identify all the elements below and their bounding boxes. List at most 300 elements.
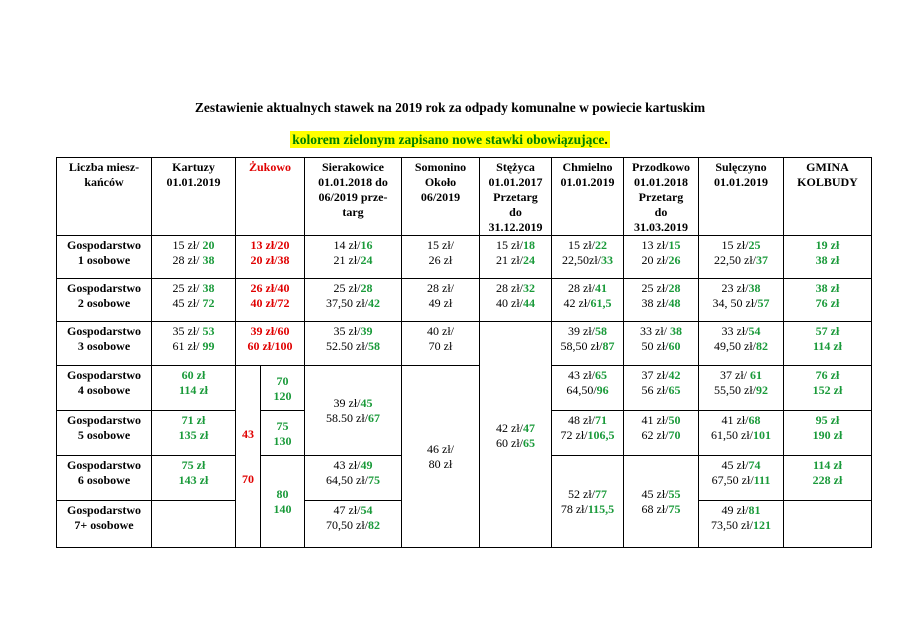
cell-line bbox=[553, 253, 622, 268]
cell-line: 28 zł/ bbox=[427, 281, 454, 296]
old-rate: 48 zł/ bbox=[568, 412, 595, 427]
cell-line bbox=[153, 238, 234, 253]
cell-line: Stężyca bbox=[496, 160, 535, 174]
old-rate: 62 zł/ bbox=[641, 427, 669, 442]
note-period: . bbox=[604, 132, 608, 147]
przodkowo-cell bbox=[624, 236, 699, 279]
old-rate: 49 zł/ bbox=[721, 502, 749, 517]
old-rate: 21 zł/ bbox=[333, 253, 361, 268]
old-rate: 42 zł/ bbox=[563, 296, 591, 311]
cell-line: 49 zł bbox=[428, 296, 453, 311]
cell-line: 6 osobowe bbox=[77, 472, 131, 487]
sierakowice-cell bbox=[305, 500, 402, 547]
cell-line bbox=[625, 413, 697, 428]
new-rate: 60 bbox=[668, 339, 681, 354]
new-rate: 60 bbox=[277, 324, 290, 339]
old-rate: 58.50 zł/ bbox=[326, 411, 368, 426]
cell-line bbox=[553, 413, 622, 428]
kolbudy-cell-empty bbox=[784, 500, 872, 547]
cell-line: 01.01.2017 bbox=[488, 175, 543, 189]
new-rate: 45 bbox=[360, 396, 373, 411]
cell-line: Sulęczyno bbox=[715, 160, 767, 174]
somonino-cell bbox=[402, 236, 480, 279]
zukowo-new-cell bbox=[261, 365, 305, 410]
header-kartuzy bbox=[152, 158, 236, 236]
cell-line bbox=[306, 411, 400, 426]
new-rate: 50 bbox=[668, 412, 681, 427]
cell-line bbox=[700, 473, 782, 488]
old-rate: 60 zł/ bbox=[496, 435, 523, 450]
old-rate: 38 zł/ bbox=[641, 296, 669, 311]
cell-line: Somonino bbox=[414, 160, 467, 174]
somonino-cell bbox=[402, 279, 480, 322]
kartuzy-cell bbox=[152, 236, 236, 279]
cell-line: GMINA bbox=[806, 160, 849, 174]
chmielno-cell bbox=[552, 236, 624, 279]
cell-line: 114 zł bbox=[179, 382, 208, 397]
cell-line bbox=[700, 296, 782, 311]
cell-line: 38 zł bbox=[815, 253, 840, 268]
cell-line bbox=[306, 458, 400, 473]
new-rate: 57 bbox=[757, 296, 770, 311]
cell-line: 38 zł bbox=[815, 281, 840, 296]
cell-line bbox=[306, 503, 400, 518]
new-rate: 28 bbox=[668, 281, 681, 296]
cell-line bbox=[553, 281, 622, 296]
cell-line bbox=[553, 383, 622, 398]
cell-line bbox=[625, 383, 697, 398]
cell-line: 140 bbox=[273, 502, 292, 517]
zukowo-cell bbox=[236, 279, 305, 322]
kolbudy-cell bbox=[784, 455, 872, 500]
old-rate: 13 zł/ bbox=[641, 238, 669, 253]
new-rate: 71 bbox=[595, 412, 607, 427]
old-rate: 23 zł/ bbox=[721, 281, 749, 296]
new-rate: 111 bbox=[753, 472, 771, 487]
cell-line: Żukowo bbox=[248, 160, 292, 174]
zukowo-cell bbox=[236, 322, 305, 365]
cell-line: 135 zł bbox=[178, 427, 209, 442]
old-rate: 50 zł/ bbox=[641, 339, 669, 354]
cell-line: Około bbox=[424, 175, 457, 189]
new-rate: 54 bbox=[748, 324, 761, 339]
cell-line bbox=[553, 238, 622, 253]
kartuzy-cell bbox=[152, 410, 236, 455]
chmielno-merged-cell bbox=[552, 455, 624, 547]
chmielno-cell bbox=[552, 410, 624, 455]
cell-line: 71 zł bbox=[181, 412, 206, 427]
suleczyno-cell bbox=[699, 500, 784, 547]
cell-line bbox=[553, 368, 622, 383]
cell-line bbox=[481, 238, 550, 253]
cell-line bbox=[700, 253, 782, 268]
cell-line: 190 zł bbox=[812, 427, 843, 442]
new-rate: 68 bbox=[748, 412, 761, 427]
header-suleczyno bbox=[699, 158, 784, 236]
header-row bbox=[57, 158, 872, 236]
new-rate: 22 bbox=[595, 238, 607, 253]
cell-line: 40 zł/ bbox=[427, 324, 454, 339]
new-rate: 75 bbox=[668, 502, 681, 517]
stezyca-cell bbox=[480, 236, 552, 279]
cell-line: KOLBUDY bbox=[797, 175, 858, 189]
old-rate: 22,50 zł/ bbox=[714, 253, 756, 268]
cell-line bbox=[481, 253, 550, 268]
row-label bbox=[57, 500, 152, 547]
cell-line: Gospodarstwo bbox=[66, 324, 141, 339]
old-rate: 52.50 zł/ bbox=[326, 339, 368, 354]
cell-line: Liczba miesz- bbox=[68, 160, 140, 174]
cell-line bbox=[306, 253, 400, 268]
suleczyno-cell bbox=[699, 410, 784, 455]
old-rate: 60 zł/ bbox=[247, 339, 275, 354]
old-rate: 35 zł/ bbox=[172, 324, 203, 339]
cell-line bbox=[306, 339, 400, 354]
new-rate: 61 bbox=[750, 367, 762, 382]
kolbudy-cell bbox=[784, 410, 872, 455]
cell-line bbox=[700, 503, 782, 518]
chmielno-cell bbox=[552, 365, 624, 410]
cell-line: 46 zł/ bbox=[427, 442, 454, 457]
old-rate: 45 zł/ bbox=[721, 457, 749, 472]
header-residents bbox=[57, 158, 152, 236]
new-rate: 39 bbox=[360, 324, 373, 339]
cell-line: Przodkowo bbox=[632, 160, 690, 174]
cell-line: 75 zł bbox=[181, 457, 206, 472]
old-rate: 33 zł/ bbox=[640, 324, 670, 339]
suleczyno-cell bbox=[699, 279, 784, 322]
cell-line: 01.01.2018 bbox=[634, 175, 688, 189]
kartuzy-cell bbox=[152, 455, 236, 500]
old-rate: 28 zł/ bbox=[568, 281, 595, 296]
cell-line bbox=[700, 383, 782, 398]
kartuzy-cell bbox=[152, 322, 236, 365]
kolbudy-cell bbox=[784, 279, 872, 322]
header-zukowo bbox=[236, 158, 305, 236]
cell-line bbox=[700, 339, 782, 354]
cell-line: 06/2019 bbox=[420, 190, 461, 204]
new-rate: 87 bbox=[602, 339, 615, 354]
sierakowice-cell bbox=[305, 236, 402, 279]
old-rate: 43 zł/ bbox=[333, 457, 361, 472]
header-stezyca bbox=[480, 158, 552, 236]
new-rate: 49 bbox=[360, 457, 373, 472]
chmielno-cell bbox=[552, 279, 624, 322]
old-rate: 15 zł/ bbox=[568, 238, 595, 253]
cell-line bbox=[237, 281, 303, 296]
table-row bbox=[57, 322, 872, 365]
przodkowo-cell bbox=[624, 410, 699, 455]
old-rate: 52 zł/ bbox=[568, 487, 595, 502]
old-rate: 35 zł/ bbox=[333, 324, 361, 339]
old-rate: 25 zł/ bbox=[641, 281, 669, 296]
old-rate: 43 zł/ bbox=[568, 367, 595, 382]
new-rate: 42 bbox=[368, 296, 380, 311]
cell-line: 130 bbox=[273, 433, 292, 448]
cell-line bbox=[625, 281, 697, 296]
cell-line bbox=[306, 324, 400, 339]
kartuzy-cell bbox=[152, 279, 236, 322]
cell-line bbox=[306, 473, 400, 488]
new-rate: 33 bbox=[601, 253, 613, 268]
old-rate: 67,50 zł/ bbox=[711, 472, 754, 487]
new-rate: 48 bbox=[668, 296, 681, 311]
cell-line: 43 bbox=[242, 427, 254, 442]
old-rate: 61 zł/ bbox=[172, 339, 203, 354]
old-rate: 45 zł/ bbox=[641, 487, 669, 502]
cell-line: 143 zł bbox=[178, 472, 209, 487]
new-rate: 41 bbox=[595, 281, 607, 296]
cell-line: 01.01.2019 bbox=[166, 175, 221, 189]
old-rate: 20 zł/ bbox=[641, 253, 669, 268]
cell-line: Chmielno bbox=[562, 160, 613, 174]
new-rate: 38 bbox=[202, 253, 215, 268]
new-rate: 40 bbox=[277, 281, 290, 296]
cell-line bbox=[700, 413, 782, 428]
note-text: kolorem zielonym zapisano nowe stawki obowiązujące bbox=[292, 132, 605, 147]
suleczyno-cell bbox=[699, 322, 784, 365]
new-rate: 115,5 bbox=[587, 502, 615, 517]
cell-line bbox=[625, 487, 697, 502]
new-rate: 92 bbox=[756, 382, 768, 397]
new-rate: 42 bbox=[668, 367, 681, 382]
cell-line bbox=[306, 518, 400, 533]
new-rate: 55 bbox=[668, 487, 681, 502]
new-rate: 26 bbox=[668, 253, 681, 268]
cell-line bbox=[700, 428, 782, 443]
new-rate: 75 bbox=[368, 472, 380, 487]
old-rate: 22,50zł/ bbox=[562, 253, 601, 268]
cell-line: Kartuzy bbox=[172, 160, 215, 174]
old-rate: 39 zł/ bbox=[568, 324, 595, 339]
cell-line: 152 zł bbox=[812, 382, 843, 397]
new-rate: 81 bbox=[748, 502, 761, 517]
stezyca-merged-cell bbox=[480, 322, 552, 548]
header-kolbudy bbox=[784, 158, 872, 236]
cell-line bbox=[237, 238, 303, 253]
zukowo-cell bbox=[236, 236, 305, 279]
cell-line: 7+ osobowe bbox=[74, 517, 134, 532]
old-rate: 33 zł/ bbox=[721, 324, 749, 339]
new-rate: 38 bbox=[202, 281, 215, 296]
new-rate: 74 bbox=[748, 457, 761, 472]
cell-line bbox=[625, 253, 697, 268]
cell-line bbox=[700, 324, 782, 339]
cell-line: 70 zł bbox=[428, 339, 453, 354]
old-rate: 37 zł/ bbox=[720, 367, 750, 382]
cell-line bbox=[625, 238, 697, 253]
row-label bbox=[57, 365, 152, 410]
cell-line: Gospodarstwo bbox=[66, 412, 141, 427]
old-rate: 72 zł/ bbox=[560, 427, 588, 442]
old-rate: 37,50 zł/ bbox=[326, 296, 368, 311]
new-rate: 58 bbox=[368, 339, 380, 354]
old-rate: 41 zł/ bbox=[641, 412, 669, 427]
new-rate: 100 bbox=[274, 339, 293, 354]
header-somonino bbox=[402, 158, 480, 236]
cell-line: Sierakowice bbox=[322, 160, 384, 174]
cell-line: targ bbox=[342, 205, 364, 219]
cell-line: 01.01.2019 bbox=[560, 175, 615, 189]
old-rate: 40 zł/ bbox=[496, 296, 523, 311]
sierakowice-merged-cell bbox=[305, 365, 402, 455]
cell-line bbox=[553, 502, 622, 517]
old-rate: 13 zł/ bbox=[250, 238, 278, 253]
old-rate: 70,50 zł/ bbox=[326, 517, 368, 532]
old-rate: 15 zł/ bbox=[496, 238, 523, 253]
new-rate: 67 bbox=[368, 411, 380, 426]
cell-line: 57 zł bbox=[815, 324, 840, 339]
cell-line: Gospodarstwo bbox=[66, 281, 141, 296]
new-rate: 18 bbox=[523, 238, 535, 253]
old-rate: 40 zł/ bbox=[250, 296, 278, 311]
new-rate: 72 bbox=[277, 296, 290, 311]
new-rate: 82 bbox=[756, 339, 768, 354]
cell-line bbox=[553, 487, 622, 502]
cell-line bbox=[306, 396, 400, 411]
suleczyno-cell bbox=[699, 365, 784, 410]
kolbudy-cell bbox=[784, 322, 872, 365]
cell-line: 80 bbox=[276, 487, 289, 502]
cell-line: 120 bbox=[273, 388, 292, 403]
table-row bbox=[57, 279, 872, 322]
cell-line: 5 osobowe bbox=[77, 427, 131, 442]
new-rate: 65 bbox=[523, 435, 535, 450]
cell-line: 95 zł bbox=[815, 412, 840, 427]
old-rate: 64,50 zł/ bbox=[326, 472, 368, 487]
old-rate: 73,50 zł/ bbox=[711, 517, 753, 532]
cell-line bbox=[700, 238, 782, 253]
cell-line bbox=[625, 296, 697, 311]
new-rate: 70 bbox=[668, 427, 681, 442]
somonino-cell bbox=[402, 322, 480, 365]
cell-line bbox=[700, 281, 782, 296]
old-rate: 15 zł/ bbox=[721, 238, 749, 253]
cell-line bbox=[237, 324, 303, 339]
cell-line bbox=[625, 324, 697, 339]
old-rate: 41 zł/ bbox=[721, 412, 749, 427]
old-rate: 49,50 zł/ bbox=[714, 339, 756, 354]
przodkowo-cell bbox=[624, 279, 699, 322]
old-rate: 15 zł/ bbox=[172, 238, 203, 253]
new-rate: 20 bbox=[277, 238, 290, 253]
somonino-merged-cell bbox=[402, 365, 480, 547]
przodkowo-cell bbox=[624, 322, 699, 365]
cell-line bbox=[153, 253, 234, 268]
old-rate: 56 zł/ bbox=[641, 382, 669, 397]
stezyca-cell bbox=[480, 279, 552, 322]
cell-line bbox=[306, 238, 400, 253]
old-rate: 14 zł/ bbox=[333, 238, 361, 253]
row-label bbox=[57, 236, 152, 279]
old-rate: 28 zł/ bbox=[496, 281, 523, 296]
new-rate: 54 bbox=[360, 502, 373, 517]
cell-line: 80 zł bbox=[428, 457, 453, 472]
cell-line: Przetarg bbox=[638, 190, 684, 204]
cell-line: Gospodarstwo bbox=[66, 238, 141, 253]
table-row bbox=[57, 236, 872, 279]
header-chmielno bbox=[552, 158, 624, 236]
cell-line bbox=[553, 339, 622, 354]
kartuzy-cell bbox=[152, 365, 236, 410]
row-label bbox=[57, 279, 152, 322]
kartuzy-cell-empty bbox=[152, 500, 236, 547]
new-rate: 20 bbox=[202, 238, 215, 253]
old-rate: 64,50/ bbox=[566, 382, 597, 397]
row-label bbox=[57, 455, 152, 500]
new-rate: 24 bbox=[360, 253, 373, 268]
row-label bbox=[57, 322, 152, 365]
cell-line: 114 zł bbox=[813, 339, 842, 354]
new-rate: 82 bbox=[368, 517, 380, 532]
cell-line: 01.01.2018 do bbox=[318, 175, 388, 189]
new-rate: 32 bbox=[523, 281, 535, 296]
zukowo-new-merged-cell bbox=[261, 455, 305, 547]
new-rate: 37 bbox=[756, 253, 768, 268]
cell-line: 75 bbox=[276, 418, 289, 433]
old-rate: 45 zł/ bbox=[172, 296, 203, 311]
old-rate: 39 zł/ bbox=[333, 396, 361, 411]
old-rate: 25 zł/ bbox=[333, 281, 361, 296]
sierakowice-cell bbox=[305, 279, 402, 322]
cell-line bbox=[153, 339, 234, 354]
suleczyno-cell bbox=[699, 236, 784, 279]
old-rate: 61,50 zł/ bbox=[711, 427, 753, 442]
cell-line bbox=[481, 421, 550, 436]
old-rate: 34, 50 zł/ bbox=[712, 296, 758, 311]
cell-line: do bbox=[654, 205, 668, 219]
new-rate: 77 bbox=[595, 487, 607, 502]
old-rate: 25 zł/ bbox=[172, 281, 203, 296]
new-rate: 38 bbox=[277, 253, 290, 268]
cell-line: 31.03.2019 bbox=[634, 220, 688, 234]
cell-line: Gospodarstwo bbox=[66, 367, 141, 382]
new-rate: 101 bbox=[753, 427, 771, 442]
cell-line bbox=[237, 296, 303, 311]
cell-line: Gospodarstwo bbox=[66, 457, 141, 472]
cell-line bbox=[700, 458, 782, 473]
new-rate: 61,5 bbox=[590, 296, 612, 311]
cell-line: 76 zł bbox=[815, 367, 840, 382]
kolbudy-cell bbox=[784, 365, 872, 410]
new-rate: 106,5 bbox=[587, 427, 615, 442]
cell-line: kańców bbox=[84, 175, 124, 189]
subtitle-row bbox=[0, 131, 900, 149]
cell-line: 06/2019 prze- bbox=[318, 190, 388, 204]
cell-line bbox=[625, 368, 697, 383]
old-rate: 26 zł/ bbox=[250, 281, 278, 296]
cell-line: 228 zł bbox=[812, 472, 843, 487]
new-rate: 28 bbox=[360, 281, 373, 296]
cell-line bbox=[481, 281, 550, 296]
cell-line: 31.12.2019 bbox=[488, 220, 543, 234]
new-rate: 65 bbox=[668, 382, 681, 397]
old-rate: 78 zł/ bbox=[560, 502, 588, 517]
cell-line: 70 bbox=[276, 373, 289, 388]
cell-line bbox=[237, 339, 303, 354]
new-rate: 72 bbox=[202, 296, 215, 311]
cell-line bbox=[625, 502, 697, 517]
document-title: Zestawienie aktualnych stawek na 2019 rok za odpady komunalne w powiecie kartuskim bbox=[194, 100, 706, 115]
kolbudy-cell bbox=[784, 236, 872, 279]
new-rate: 16 bbox=[360, 238, 373, 253]
chmielno-cell bbox=[552, 322, 624, 365]
table-row bbox=[57, 365, 872, 410]
cell-line: Przetarg bbox=[493, 190, 538, 204]
new-rate: 58 bbox=[595, 324, 607, 339]
new-rate: 47 bbox=[523, 420, 535, 435]
old-rate: 37 zł/ bbox=[641, 367, 669, 382]
